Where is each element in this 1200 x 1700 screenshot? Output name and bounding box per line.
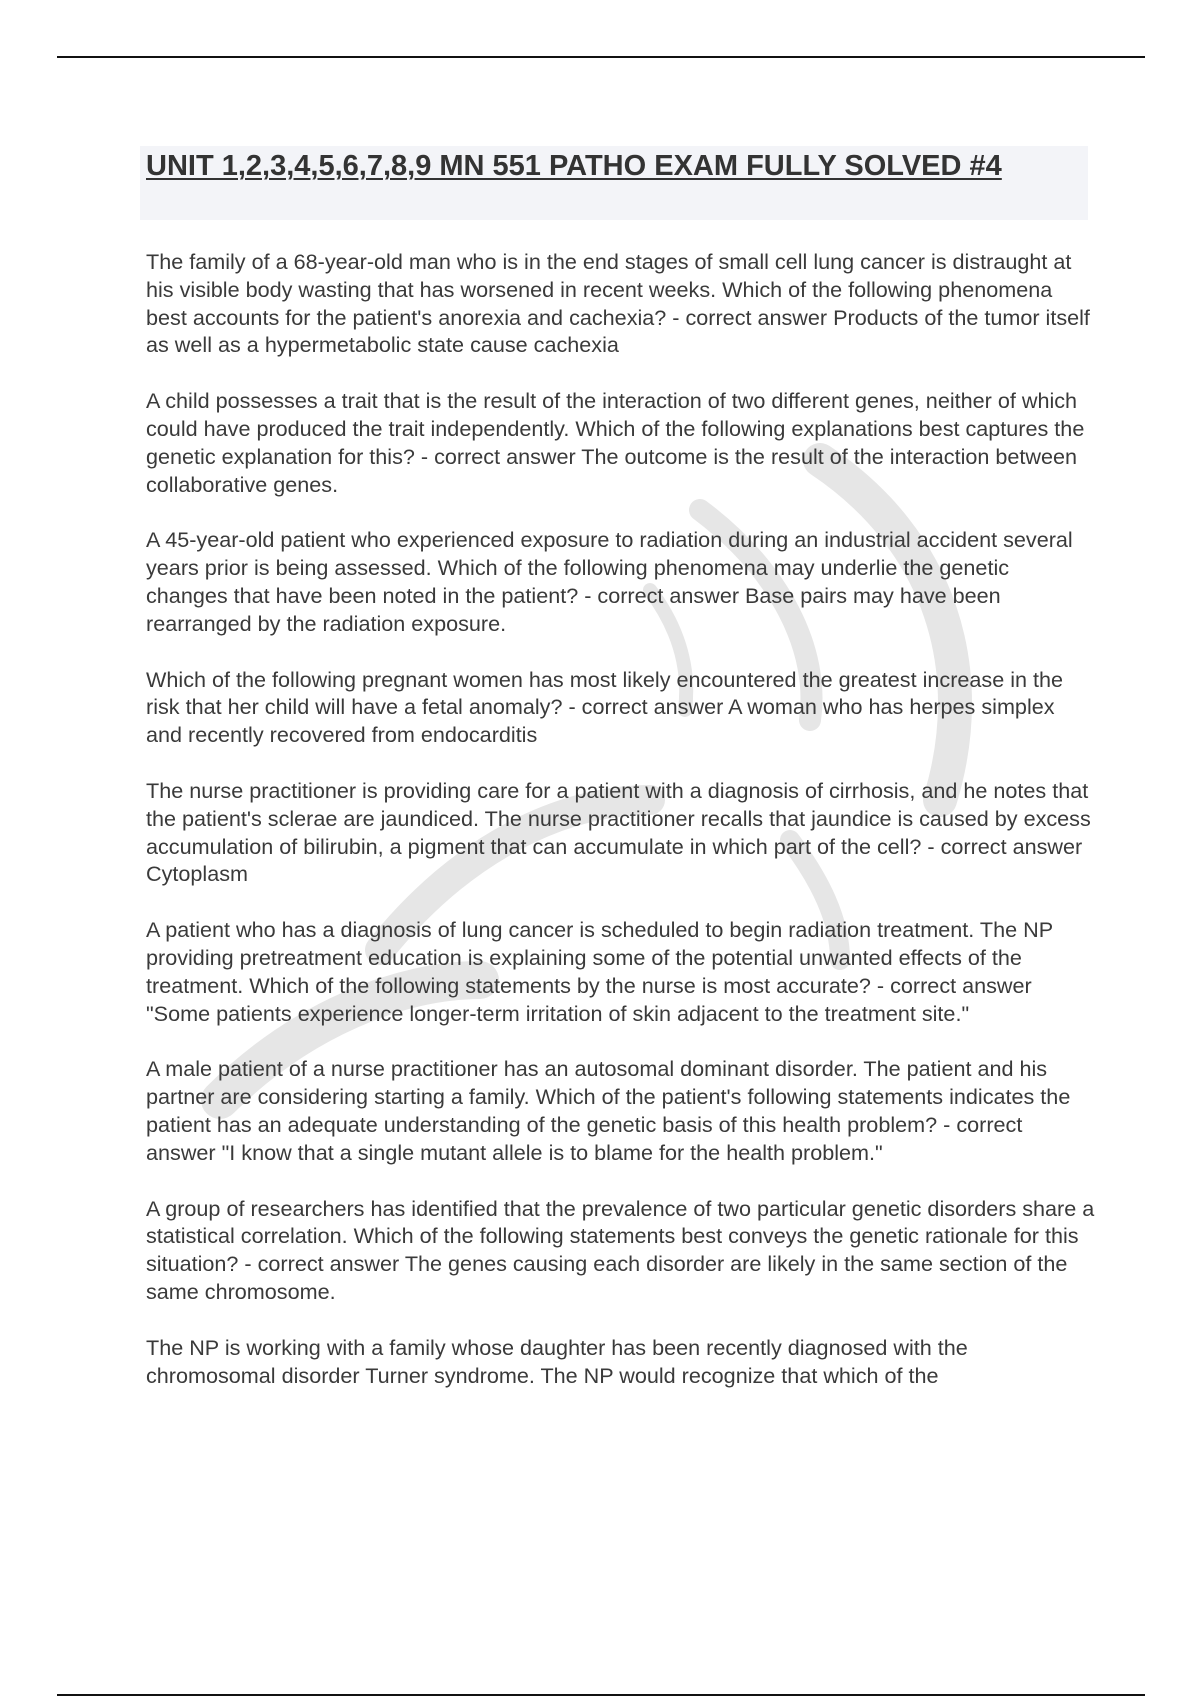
qa-item-5: The nurse practitioner is providing care for a patient with a diagnosis of cirrhosis, and he notes that the patient's sclerae are jaundiced. The nurse practitioner recalls that jaundice is caused by excess accumulation of bilirubin, a pigment that can accumulate in which part of the cell? - correct answer Cytoplasm (146, 777, 1091, 887)
qa-item-2: A child possesses a trait that is the result of the interaction of two different genes, neither of which could have produced the trait independently. Which of the following explanations best captures the genetic explanation for this? - correct answer The outcome is the result of the interaction between collaborative genes. (146, 388, 1085, 497)
header-rule (57, 56, 1145, 58)
footer-rule (57, 1694, 1145, 1696)
qa-item-4: Which of the following pregnant women has most likely encountered the greatest increase in the risk that her child will have a fetal anomaly? - correct answer A woman who has herpes simplex and recently recovered from endocarditis (146, 666, 1064, 748)
qa-item-3: A 45-year-old patient who experienced exposure to radiation during an industrial accident several years prior is being assessed. Which of the following phenomena may underlie the genetic changes that have been noted in the patient? - correct answer Base pairs may have been rearranged by the radiation exposure. (146, 527, 1073, 636)
qa-item-7: A male patient of a nurse practitioner has an autosomal dominant disorder. The patient and his partner are considering starting a family. Which of the patient's following statements indicates the patient has an adequate understanding of the genetic basis of this health problem? - correct answer "I know that a single mutant allele is to blame for the health problem." (146, 1056, 1071, 1165)
qa-item-6: A patient who has a diagnosis of lung cancer is scheduled to begin radiation treatment. The NP providing pretreatment education is explaining some of the potential unwanted effects of the treatment. Which of the following statements by the nurse is most accurate? - correct answer "Some patients experience longer-term irritation of skin adjacent to the treatment site." (146, 917, 1053, 1026)
qa-item-9: The NP is working with a family whose daughter has been recently diagnosed with the chromosomal disorder Turner syndrome. The NP would recognize that which of the (146, 1334, 968, 1388)
qa-list (146, 248, 1096, 1417)
qa-item-8: A group of researchers has identified that the prevalence of two particular genetic disorders share a statistical correlation. Which of the following statements best conveys the genetic rationale for this situation? - correct answer The genes causing each disorder are likely in the same section of the same chromosome. (146, 1195, 1095, 1304)
document-title: UNIT 1,2,3,4,5,6,7,8,9 MN 551 PATHO EXAM FULLY SOLVED #4 (146, 150, 1002, 182)
qa-item-1: The family of a 68-year-old man who is in the end stages of small cell lung cancer is distraught at his visible body wasting that has worsened in recent weeks. Which of the following phenomena best accounts for the patient's anorexia and cachexia? - correct answer Products of the tumor itself as well as a hypermetabolic state cause cachexia (146, 249, 1090, 358)
